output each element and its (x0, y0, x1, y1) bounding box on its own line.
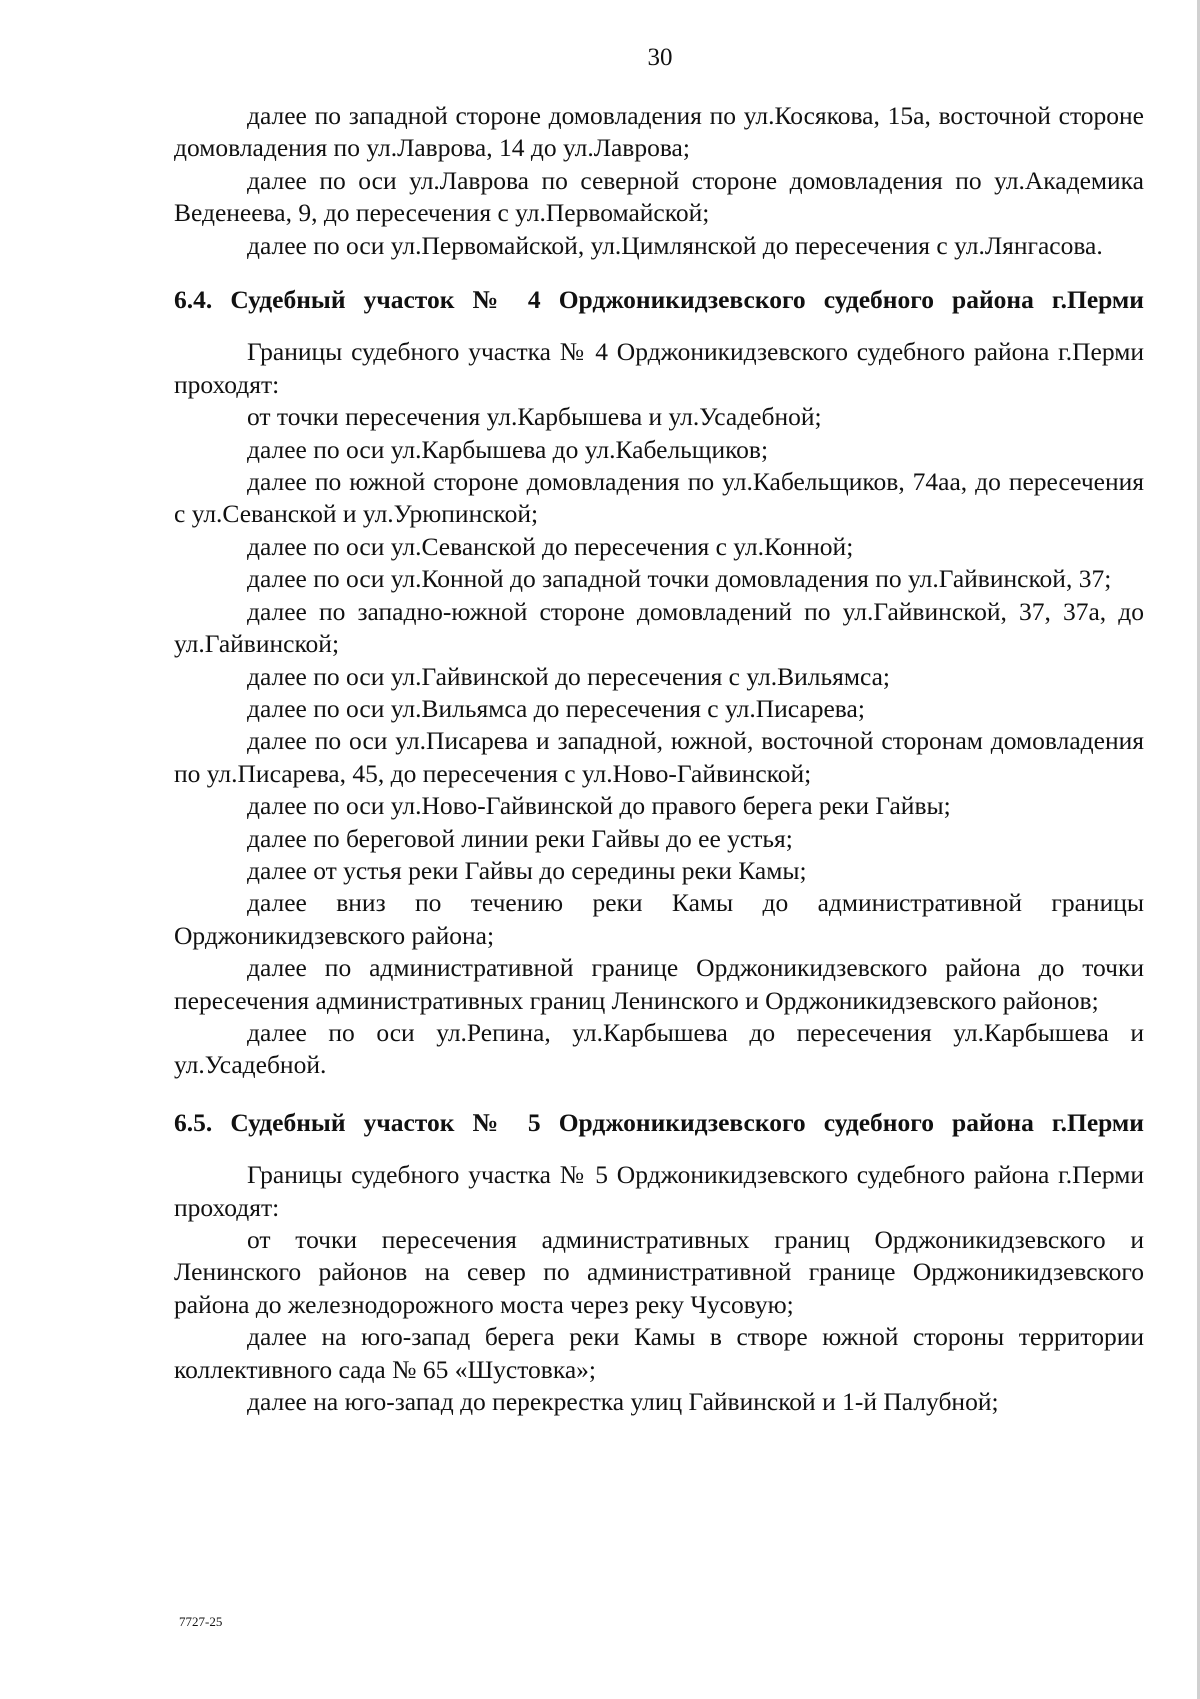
paragraph: далее по оси ул.Лаврова по северной стороне домовладения по ул.Академика Веденеева, 9, до пересечения с ул.Первомайской; (174, 165, 1144, 228)
paragraph: Границы судебного участка № 5 Орджоникидзевского судебного района г.Перми проходят: (174, 1160, 1144, 1222)
paragraph: далее по оси ул.Карбышева до ул.Кабельщиков; (247, 434, 769, 464)
paragraph: далее по оси ул.Ново-Гайвинской до правого берега реки Гайвы; (247, 791, 951, 821)
paragraph: от точки пересечения ул.Карбышева и ул.Усадебной; (247, 402, 822, 432)
paragraph: далее по оси ул.Первомайской, ул.Цимлянской до пересечения с ул.Лянгасова. (247, 230, 1103, 260)
paragraph: далее по оси ул.Репина, ул.Карбышева до пересечения ул.Карбышева и ул.Усадебной. (174, 1017, 1144, 1080)
paragraph: далее на юго-запад до перекрестка улиц Гайвинской и 1-й Палубной; (247, 1387, 999, 1417)
section-heading-6-5: 6.5. Судебный участок № 5 Орджоникидзевского судебного района г.Перми (174, 1107, 1144, 1137)
paragraph: далее по береговой линии реки Гайвы до ее устья; (247, 823, 793, 853)
paragraph: далее от устья реки Гайвы до середины реки Камы; (247, 855, 807, 885)
paragraph: далее по южной стороне домовладения по ул.Кабельщиков, 74аа, до пересечения с ул.Севанской и ул.Урюпинской; (174, 467, 1144, 529)
paragraph: далее по западной стороне домовладения по ул.Косякова, 15а, восточной стороне домовладения по ул.Лаврова, 14 до ул.Лаврова; (174, 101, 1144, 163)
paragraph: далее по административной границе Орджоникидзевского района до точки пересечения административных границ Ленинского и Орджоникидзевского районов; (174, 953, 1144, 1015)
paragraph: далее по оси ул.Севанской до пересечения с ул.Конной; (247, 531, 854, 561)
paragraph: далее по оси ул.Писарева и западной, южной, восточной сторонам домовладения по ул.Писарева, 45, до пересечения с ул.Ново-Гайвинской; (174, 726, 1144, 788)
document-code: 7727-25 (179, 1614, 223, 1629)
document-body (174, 100, 1144, 1418)
page-number: 30 (647, 44, 673, 71)
paragraph: Границы судебного участка № 4 Орджоникидзевского судебного района г.Перми проходят: (174, 337, 1144, 399)
paragraph: далее по оси ул.Вильямса до пересечения с ул.Писарева; (247, 693, 865, 723)
paragraph: далее вниз по течению реки Камы до административной границы Орджоникидзевского района; (174, 888, 1144, 950)
paragraph: от точки пересечения административных границ Орджоникидзевского и Ленинского районов на север по административной границе Орджоникидзевского района до железнодорожного моста через реку Чусовую; (174, 1225, 1144, 1319)
paragraph: далее по западно-южной стороне домовладений по ул.Гайвинской, 37, 37а, до ул.Гайвинской; (174, 596, 1144, 659)
paragraph: далее на юго-запад берега реки Камы в створе южной стороны территории коллективного сада № 65 «Шустовка»; (174, 1322, 1144, 1384)
paragraph: далее по оси ул.Гайвинской до пересечения с ул.Вильямса; (247, 661, 891, 691)
section-heading-6-4: 6.4. Судебный участок № 4 Орджоникидзевского судебного района г.Перми (174, 285, 1144, 315)
paragraph: далее по оси ул.Конной до западной точки домовладения по ул.Гайвинской, 37; (247, 564, 1112, 594)
